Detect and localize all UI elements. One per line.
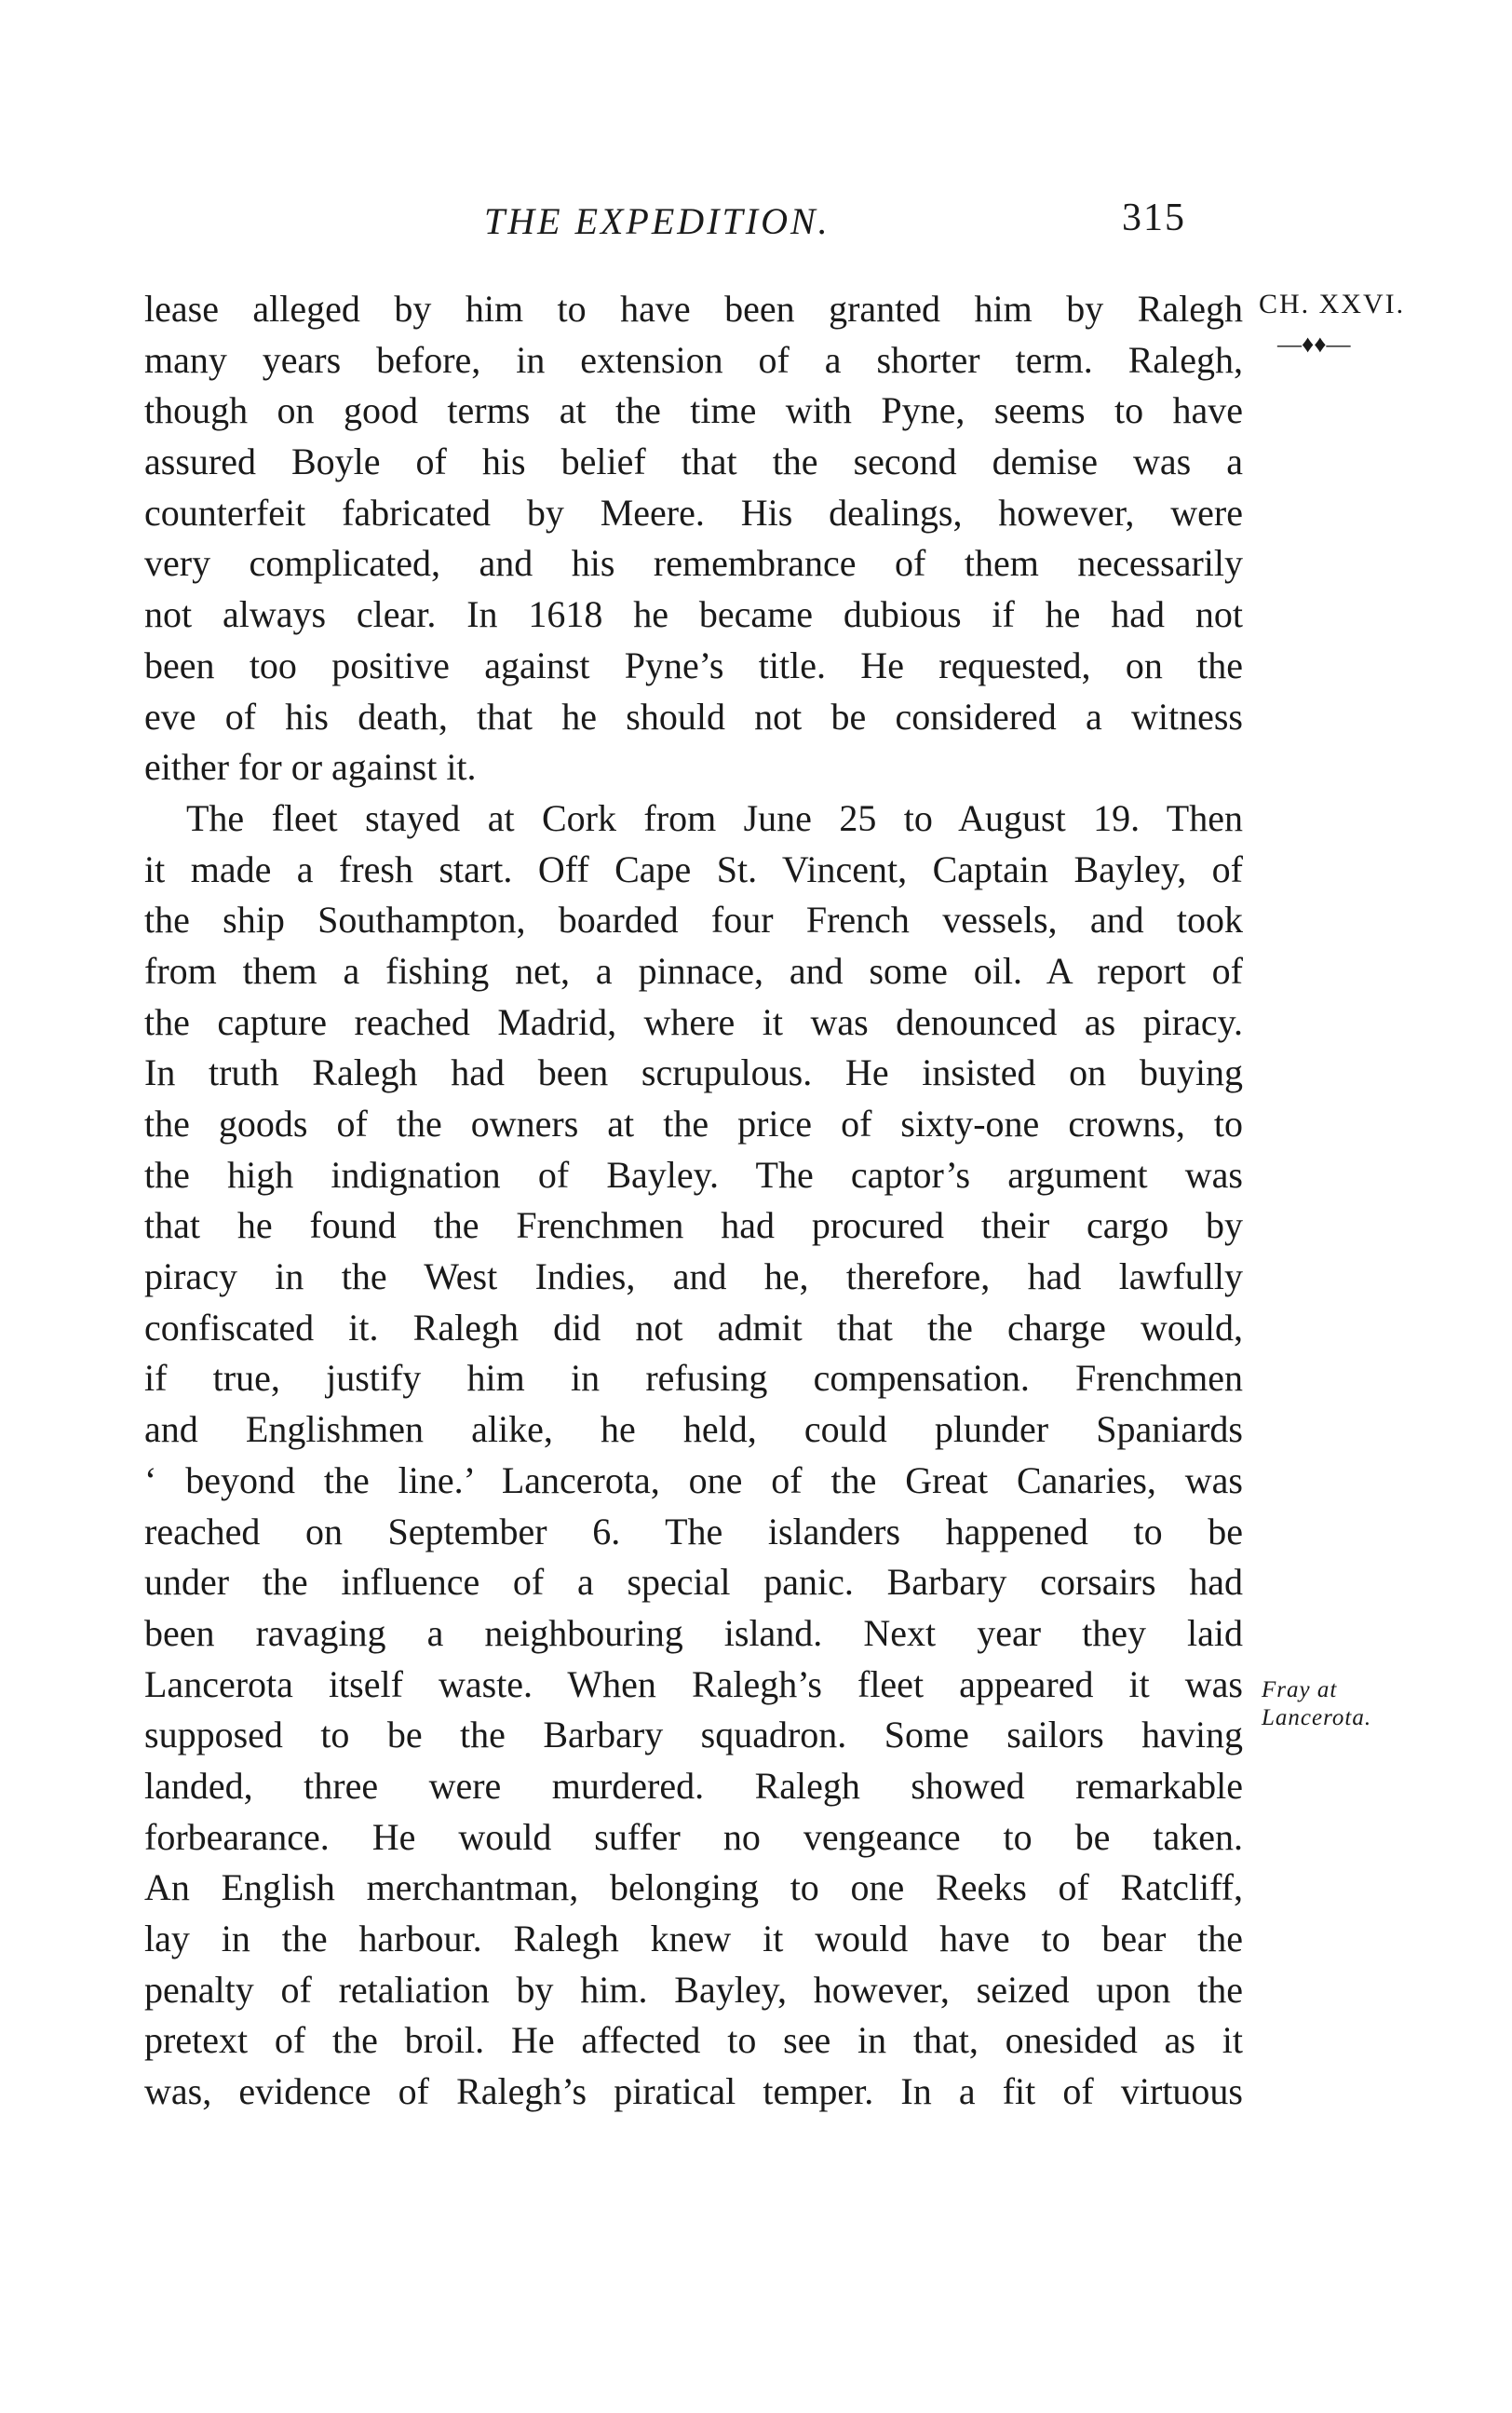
text-line: penalty of retaliation by him. Bayley, however, seized upon the [144, 1968, 1243, 2011]
text-line: Lancerota itself waste. When Ralegh’s fleet appeared it was [144, 1662, 1243, 1705]
text-line: pretext of the broil. He affected to see in that, onesided as it [144, 2019, 1243, 2062]
text-line: was, evidence of Ralegh’s piratical temper. In a fit of virtuous [144, 2070, 1243, 2113]
text-line: the goods of the owners at the price of sixty-one crowns, to [144, 1103, 1243, 1145]
margin-note-line-2: Lancerota. [1262, 1705, 1372, 1730]
text-line: confiscated it. Ralegh did not admit that the charge would, [144, 1306, 1243, 1349]
margin-note-line-1: Fray at [1262, 1677, 1338, 1702]
text-line: The fleet stayed at Cork from June 25 to August 19. Then [186, 796, 1243, 839]
text-line: very complicated, and his remembrance of them necessarily [144, 542, 1243, 585]
text-line: that he found the Frenchmen had procured their cargo by [144, 1204, 1243, 1247]
text-line: lease alleged by him to have been granted him by Ralegh [144, 288, 1243, 330]
text-line: forbearance. He would suffer no vengeance to be taken. [144, 1815, 1243, 1858]
page-number: 315 [1122, 197, 1186, 239]
text-line: many years before, in extension of a shorter term. Ralegh, [144, 338, 1243, 381]
text-line: landed, three were murdered. Ralegh showed remarkable [144, 1764, 1243, 1807]
text-line: supposed to be the Barbary squadron. Some sailors having [144, 1714, 1243, 1756]
text-line: In truth Ralegh had been scrupulous. He insisted on buying [144, 1051, 1243, 1094]
text-line: from them a fishing net, a pinnace, and some oil. A report of [144, 949, 1243, 992]
text-line: reached on September 6. The islanders happened to be [144, 1510, 1243, 1552]
margin-note [1262, 1676, 1371, 1732]
text-line: the ship Southampton, boarded four French vessels, and took [144, 899, 1243, 942]
text-line: been too positive against Pyne’s title. He requested, on the [144, 644, 1243, 686]
text-line: ‘ beyond the line.’ Lancerota, one of the Great Canaries, was [144, 1458, 1243, 1501]
text-line: An English merchantman, belonging to one Reeks of Ratcliff, [144, 1866, 1243, 1909]
text-line: under the influence of a special panic. Barbary corsairs had [144, 1561, 1243, 1604]
text-line: it made a fresh start. Off Cape St. Vincent, Captain Bayley, of [144, 847, 1243, 890]
text-line: piracy in the West Indies, and he, therefore, had lawfully [144, 1255, 1243, 1298]
text-line: lay in the harbour. Ralegh knew it would have to bear the [144, 1918, 1243, 1959]
text-line: not always clear. In 1618 he became dubious if he had not [144, 593, 1243, 636]
text-line: the capture reached Madrid, where it was denounced as piracy. [144, 1000, 1243, 1043]
text-line: been ravaging a neighbouring island. Next year they laid [144, 1611, 1243, 1654]
body-text [144, 284, 1243, 2118]
margin-ornament: —♦♦— [1277, 331, 1351, 358]
margin-chapter-label: CH. XXVI. [1259, 289, 1406, 319]
text-line: and Englishmen alike, he held, could plunder Spaniards [144, 1408, 1243, 1451]
text-line: counterfeit fabricated by Meere. His dealings, however, were [144, 491, 1243, 534]
text-line: though on good terms at the time with Pyne, seems to have [144, 389, 1243, 432]
text-line: the high indignation of Bayley. The captor’s argument was [144, 1153, 1243, 1196]
text-line: eve of his death, that he should not be considered a witness [144, 695, 1243, 738]
text-line: assured Boyle of his belief that the second demise was a [144, 441, 1243, 483]
running-title: THE EXPEDITION. [484, 200, 830, 242]
text-line: either for or against it. [144, 746, 477, 789]
text-line: if true, justify him in refusing compensation. Frenchmen [144, 1357, 1243, 1400]
